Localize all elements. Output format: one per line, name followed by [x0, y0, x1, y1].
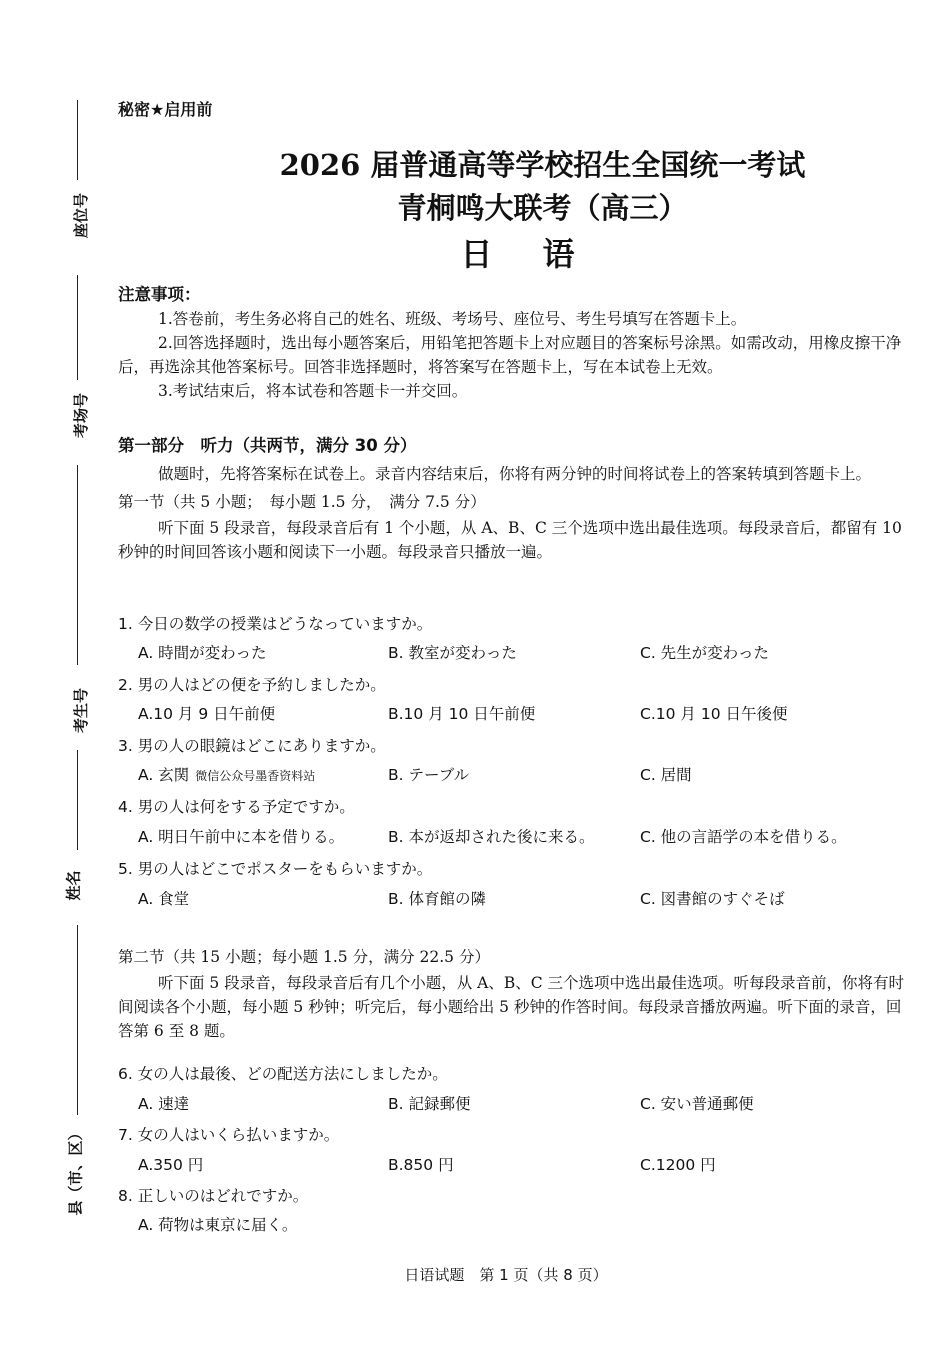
option-a: A. 荷物は東京に届く。: [138, 1216, 298, 1234]
option-a: A. 食堂: [138, 890, 190, 908]
option-b: B. テーブル: [388, 766, 470, 784]
option-c: C. 安い普通郵便: [640, 1095, 754, 1113]
watermark-text: 微信公众号墨香资料站: [195, 769, 316, 783]
option-a: A.350 円: [138, 1156, 204, 1174]
binding-line: [77, 275, 78, 380]
name-label: 姓名: [64, 870, 83, 901]
option-a: A. 時間が変わった: [138, 644, 267, 662]
question: 1. 今日の数学の授業はどうなっていますか。: [118, 615, 433, 633]
notice-heading: 注意事项：: [118, 285, 201, 304]
question: 8. 正しいのはどれですか。: [118, 1187, 309, 1205]
option-b: B. 教室が変わった: [388, 644, 517, 662]
option-c: C. 図書館のすぐそば: [640, 890, 785, 908]
part1: [118, 434, 908, 564]
option-c: C.1200 円: [640, 1156, 716, 1174]
county-label: 县（市、区）: [66, 1125, 85, 1216]
confidential-mark: 秘密★启用前: [118, 100, 213, 119]
subject-title: 日语: [460, 235, 625, 273]
option-b: B. 本が返却された後に来る。: [388, 828, 595, 846]
question: 6. 女の人は最後、どの配送方法にしましたか。: [118, 1065, 448, 1083]
exam-number-label: 考生号: [72, 687, 91, 734]
notice-item: 3.考试结束后，将本试卷和答题卡一并交回。: [158, 382, 468, 400]
binding-line: [77, 465, 78, 665]
section2-intro: 听下面 5 段录音，每段录音后有几个小题，从 A、B、C 三个选项中选出最佳选项。听每段录音前，你将有时间阅读各个小题，每小题 5 秒钟；听完后，每小题给出 5 秒钟的作答时间。每段录音播放两遍。听下面的录音，回答第 6 至 8 题。: [118, 974, 905, 1040]
section1-intro: 听下面 5 段录音，每段录音后有 1 个小题，从 A、B、C 三个选项中选出最佳选项。每段录音后，都留有 10 秒钟的时间回答该小题和阅读下一小题。每段录音只播放一遍。: [118, 519, 902, 561]
option-a: A. 明日午前中に本を借りる。: [138, 828, 345, 846]
seat-label: 座位号: [72, 192, 91, 239]
option-a: A.10 月 9 日午前便: [138, 705, 276, 723]
option-b: B. 記録郵便: [388, 1095, 471, 1113]
section2: [118, 945, 908, 1043]
option-a: A. 速達: [138, 1095, 190, 1113]
option-a: [138, 763, 315, 785]
page-footer: 日语试题 第 1 页（共 8 页）: [404, 1266, 608, 1284]
part1-heading: 第一部分 听力（共两节，满分 30 分）: [118, 436, 417, 455]
question: 2. 男の人はどの便を予約しましたか。: [118, 676, 386, 694]
section2-heading: 第二节（共 15 小题；每小题 1.5 分，满分 22.5 分）: [118, 948, 490, 966]
option-c: C. 他の言語学の本を借りる。: [640, 828, 847, 846]
option-c: C.10 月 10 日午後便: [640, 705, 788, 723]
option-c: C. 先生が変わった: [640, 644, 770, 662]
option-b: B.10 月 10 日午前便: [388, 705, 536, 723]
option-b: B. 体育館の隣: [388, 890, 486, 908]
question: 5. 男の人はどこでポスターをもらいますか。: [118, 860, 433, 878]
notice-item: 1.答卷前，考生务必将自己的姓名、班级、考场号、座位号、考生号填写在答题卡上。: [158, 310, 747, 328]
notice: [118, 283, 908, 403]
question: 4. 男の人は何をする予定ですか。: [118, 798, 355, 816]
notice-item: 2.回答选择题时，选出每小题答案后，用铅笔把答题卡上对应题目的答案标号涂黑。如需改动，用橡皮擦干净后，再选涂其他答案标号。回答非选择题时，将答案写在答题卡上，写在本试卷上无效。: [118, 334, 902, 376]
part1-intro: 做题时，先将答案标在试卷上。录音内容结束后，你将有两分钟的时间将试卷上的答案转填到答题卡上。: [158, 465, 872, 483]
section1-heading: 第一节（共 5 小题； 每小题 1.5 分， 满分 7.5 分）: [118, 493, 486, 511]
question: 7. 女の人はいくら払いますか。: [118, 1126, 340, 1144]
room-label: 考场号: [72, 392, 91, 439]
exam-title: 2026 届普通高等学校招生全国统一考试: [279, 148, 806, 182]
binding-line: [77, 925, 78, 1115]
option-b: B.850 円: [388, 1156, 454, 1174]
option-c: C. 居間: [640, 766, 692, 784]
question: 3. 男の人の眼鏡はどこにありますか。: [118, 737, 386, 755]
option-a-text: A. 玄関: [138, 766, 190, 784]
exam-subtitle: 青桐鸣大联考（高三）: [397, 191, 688, 225]
binding-line: [77, 750, 78, 850]
